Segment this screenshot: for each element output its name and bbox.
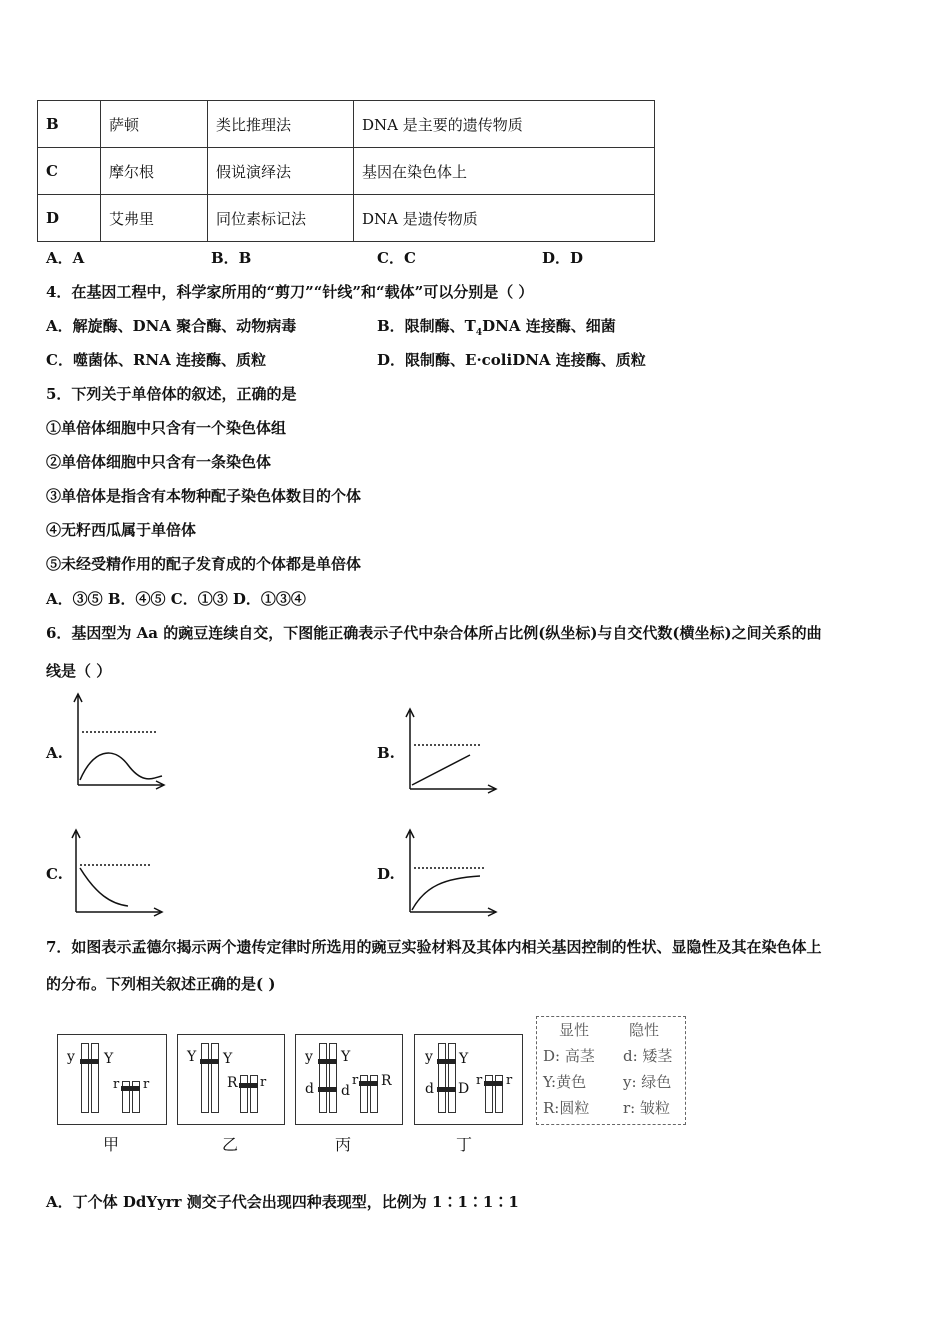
q3-option-c: C．C: [377, 249, 416, 267]
table-cell: 同位素标记法: [208, 195, 354, 242]
table-cell: 假说演绎法: [208, 148, 354, 195]
q5-item: ①单倍体细胞中只含有一个染色体组: [46, 419, 287, 437]
graph-a: [68, 690, 168, 795]
q5-item: ③单倍体是指含有本物种配子染色体数目的个体: [46, 487, 362, 505]
panel-label: 丁: [456, 1135, 473, 1154]
panel-label: 乙: [222, 1135, 239, 1154]
graph-c: [66, 826, 166, 921]
table-cell: C: [38, 148, 101, 195]
q6-stem: 6．基因型为 Aa 的豌豆连续自交，下图能正确表示子代中杂合体所占比例(纵坐标)与自交代数(横坐标)之间关系的曲: [46, 624, 822, 642]
table-cell: DNA 是主要的遗传物质: [354, 101, 655, 148]
panel-ding: y Y d D r r: [414, 1034, 523, 1125]
q4-option-d: D．限制酶、E·coliDNA 连接酶、质粒: [377, 351, 646, 369]
panel-label: 丙: [335, 1135, 352, 1154]
table-cell: 类比推理法: [208, 101, 354, 148]
panel-label: 甲: [103, 1135, 120, 1154]
table-cell: 摩尔根: [101, 148, 208, 195]
table-row: [38, 101, 655, 148]
table-cell: B: [38, 101, 101, 148]
q5-item: ②单倍体细胞中只含有一条染色体: [46, 453, 272, 471]
q3-option-d: D．D: [542, 249, 584, 267]
table-row: [38, 195, 655, 242]
q6-label-a: A.: [46, 744, 63, 762]
panel-yi: Y Y R r: [177, 1034, 285, 1125]
q6-label-d: D.: [377, 865, 395, 883]
q7-stem-cont: 的分布。下列相关叙述正确的是( ): [46, 975, 276, 993]
q7-option-a: A．丁个体 DdYyrr 测交子代会出现四种表现型，比例为 1∶1∶1∶1: [46, 1193, 519, 1211]
table-cell: 艾弗里: [101, 195, 208, 242]
q4-stem: 4．在基因工程中，科学家所用的“剪刀”“针线”和“载体”可以分别是（ ）: [46, 283, 534, 301]
q6-stem-cont: 线是（ ）: [46, 662, 112, 680]
panel-jia: y Y r r: [57, 1034, 167, 1125]
q5-item: ④无籽西瓜属于单倍体: [46, 521, 197, 539]
graph-d: [400, 826, 500, 921]
q4-option-b: B．限制酶、$T_4DNA$ 连接酶、细菌: [377, 317, 616, 338]
q4-option-a: A．解旋酶、DNA 聚合酶、动物病毒: [46, 317, 297, 335]
q6-label-c: C.: [46, 865, 63, 883]
q5-stem: 5．下列关于单倍体的叙述，正确的是: [46, 385, 297, 403]
table-cell: 萨顿: [101, 101, 208, 148]
graph-b: [400, 705, 500, 795]
table-cell: DNA 是遗传物质: [354, 195, 655, 242]
table-cell: D: [38, 195, 101, 242]
q3-option-b: B．B: [211, 249, 252, 267]
q3-option-a: A．A: [46, 249, 85, 267]
legend-box: 显性 隐性 D: 高茎 d: 矮茎 Y:黄色 y: 绿色 R:圆粒 r: 皱粒: [536, 1016, 686, 1125]
answer-table: [37, 100, 655, 242]
q5-item: ⑤未经受精作用的配子发育成的个体都是单倍体: [46, 555, 362, 573]
table-row: [38, 148, 655, 195]
q4-option-c: C．噬菌体、RNA 连接酶、质粒: [46, 351, 266, 369]
table-cell: 基因在染色体上: [354, 148, 655, 195]
q5-options: A．③⑤ B．④⑤ C．①③ D．①③④: [46, 590, 306, 608]
q6-label-b: B.: [377, 744, 395, 762]
panel-bing: y Y d d r R: [295, 1034, 403, 1125]
q7-stem: 7．如图表示孟德尔揭示两个遗传定律时所选用的豌豆实验材料及其体内相关基因控制的性状、显隐性及其在染色体上: [46, 938, 822, 956]
